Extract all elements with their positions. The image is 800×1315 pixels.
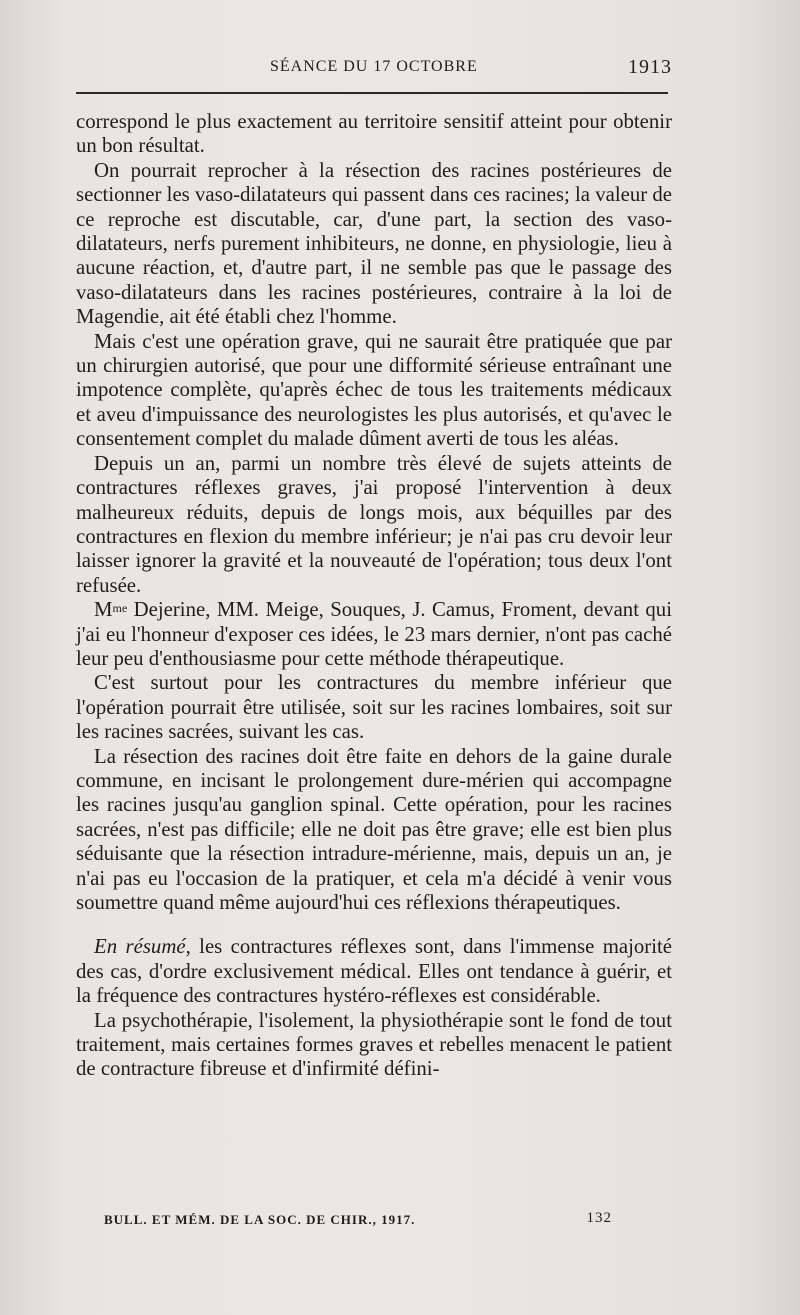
- superscript: me: [112, 601, 128, 616]
- paragraph: La résection des racines doit être faite en dehors de la gaine durale commune, en incisant le prolongement dure-mérien qui accompagne les racines jusqu'au ganglion spinal. Cette opération, pour les racines sacrées, n'est pas difficile; elle ne doit pas être grave; elle est bien plus séduisante que la résection intradure-mérienne, mais, depuis un an, je n'ai pas eu l'occasion de la pratiquer, et cela m'a décidé à venir vous soumettre quand même aujourd'hui ces réflexions thérapeutiques.: [76, 744, 672, 914]
- text-span: M: [94, 598, 113, 622]
- emphasis: En résumé: [94, 935, 186, 959]
- running-title: SÉANCE DU 17 OCTOBRE: [270, 58, 478, 75]
- paragraph: Depuis un an, parmi un nombre très élevé de sujets atteints de contractures réflexes graves, j'ai proposé l'intervention à deux malheureux réduits, depuis de longs mois, aux béquilles par des contractures en flexion du membre inférieur; je n'ai pas cru devoir leur laisser ignorer la gravité et la nouveauté de l'opération; tous deux l'ont refusée.: [76, 451, 672, 597]
- paragraph: [76, 598, 672, 671]
- page-footer: [104, 1208, 624, 1232]
- paragraph: On pourrait reprocher à la résection des racines postérieures de sectionner les vaso-dilatateurs qui passent dans ces racines; la valeur de ce reproche est discutable, car, d'une part, la section des vaso-dilatateurs, nerfs purement inhibiteurs, ne donne, en physiologie, lieu à aucune réaction, et, d'autre part, il ne semble pas que le passage des vaso-dilatateurs dans les racines postérieures, contraire à la loi de Magendie, ait été établi chez l'homme.: [76, 158, 672, 329]
- footer-folio: 132: [586, 1210, 612, 1226]
- footer-source: BULL. ET MÉM. DE LA SOC. DE CHIR., 1917.: [104, 1212, 416, 1227]
- paragraph: correspond le plus exactement au territoire sensitif atteint pour obtenir un bon résultat.: [76, 110, 672, 158]
- page-header: [76, 54, 672, 84]
- paragraph: C'est surtout pour les contractures du membre inférieur que l'opération pourrait être utilisée, soit sur les racines lombaires, soit sur les racines sacrées, suivant les cas.: [76, 671, 672, 744]
- body-text: [76, 110, 672, 1082]
- paragraph: La psychothérapie, l'isolement, la physiothérapie sont le fond de tout traitement, mais certaines formes graves et rebelles menacent le patient de contracture fibreuse et d'infirmité défini-: [76, 1008, 672, 1081]
- header-rule: [76, 92, 668, 94]
- text-span: Dejerine, MM. Meige, Souques, J. Camus, Froment, devant qui j'ai eu l'honneur d'exposer ces idées, le 23 mars dernier, n'ont pas caché leur peu d'enthousiasme pour cette méthode thérapeutique.: [76, 598, 672, 670]
- paragraph: Mais c'est une opération grave, qui ne saurait être pratiquée que par un chirurgien autorisé, que pour une difformité sérieuse entraînant une impotence complète, qu'après échec de tous les traitements médicaux et aveu d'impuissance des neurologistes les plus autorisés, et qu'avec le consentement complet du malade dûment averti de tous les aléas.: [76, 329, 672, 451]
- page-number: 1913: [628, 56, 672, 78]
- text-span: , les contractures réflexes sont, dans l'immense majorité des cas, d'ordre exclusivement médical. Elles ont tendance à guérir, et la fréquence des contractures hystéro-réflexes est considérable.: [76, 935, 672, 1008]
- paragraph: [76, 935, 672, 1008]
